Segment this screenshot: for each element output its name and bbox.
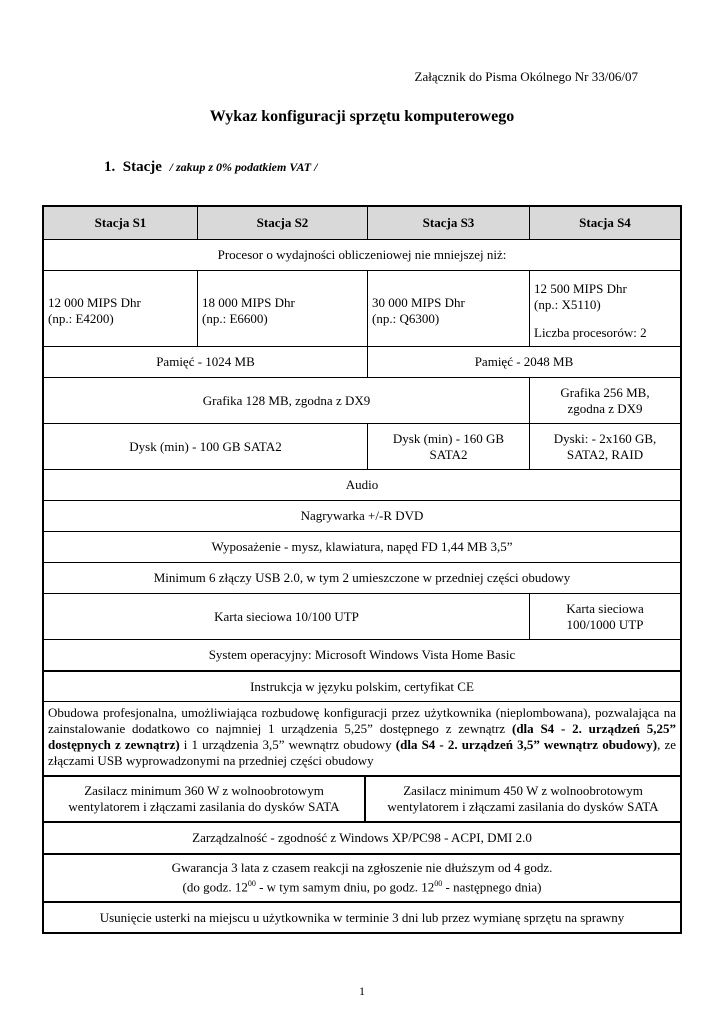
table-row	[44, 531, 680, 562]
warranty	[44, 855, 680, 901]
network-s4-line: 100/1000 UTP	[566, 616, 644, 632]
table-row	[44, 562, 680, 593]
manageability: Zarządzalność - zgodność z Windows XP/PC98 - ACPI, DMI 2.0	[192, 830, 532, 845]
warranty-text: (do godz. 12	[182, 879, 248, 895]
psu-line: Zasilacz minimum 360 W z wolnoobrotowym	[84, 783, 324, 798]
operating-system: System operacyjny: Microsoft Windows Vista Home Basic	[208, 647, 516, 662]
cpu-mips: 30 000 MIPS Dhr	[372, 294, 465, 310]
table-row	[44, 346, 680, 377]
warranty-sup: 00	[247, 879, 256, 889]
disk-s4-line: Dyski: - 2x160 GB,	[553, 430, 657, 446]
cpu-mips: 12 500 MIPS Dhr	[534, 280, 627, 296]
warranty-line: Gwarancja 3 lata z czasem reakcji na zgłoszenie nie dłuższym od 4 godz.	[171, 860, 553, 876]
header-s2: Stacja S2	[197, 207, 367, 239]
table-row	[44, 901, 680, 932]
warranty-sup: 00	[434, 879, 443, 889]
psu-s1-s2	[44, 777, 364, 821]
header-s4: Stacja S4	[529, 207, 680, 239]
cpu-count: Liczba procesorów: 2	[534, 324, 647, 340]
case-text: Obudowa profesjonalna, umożliwiająca rozbudowę konfiguracji przez użytkownika (nieplombowana), pozwalająca na zainstalowanie dodatkowo co najmniej 1 urządzenia 5,25” dostępnego z zewnątrz	[48, 705, 676, 736]
annex-reference: Załącznik do Pisma Okólnego Nr 33/06/07	[414, 69, 638, 84]
disk-s3	[367, 424, 529, 469]
graphics-s4	[529, 378, 680, 423]
dvd-burner: Nagrywarka +/-R DVD	[300, 508, 424, 523]
section-name: Stacje	[122, 159, 162, 175]
network-s4-line: Karta sieciowa	[566, 600, 644, 616]
memory-s1-s2: Pamięć - 1024 MB	[156, 354, 255, 369]
case-text: i 1 urządzenia 3,5” wewnątrz obudowy	[179, 737, 396, 752]
psu-line: wentylatorem i złączami zasilania do dysków SATA	[68, 799, 340, 814]
table-row	[44, 670, 680, 701]
case-text-bold: (dla S4 - 2. urządzeń 5,25” dostępnych z zewnątrz)	[48, 721, 676, 752]
usb-ports: Minimum 6 złączy USB 2.0, w tym 2 umieszczone w przedniej części obudowy	[153, 570, 571, 585]
disk-s4	[529, 424, 680, 469]
psu-line: wentylatorem i złączami zasilania do dysków SATA	[387, 799, 659, 814]
repair-terms: Usunięcie usterki na miejscu u użytkownika w terminie 3 dni lub przez wymianę sprzętu na sprawny	[99, 909, 625, 925]
warranty-line	[182, 876, 541, 895]
disk-s3-line: SATA2	[429, 446, 468, 462]
network-s4	[529, 594, 680, 639]
cpu-example: (np.: Q6300)	[372, 310, 440, 326]
memory-s3-s4: Pamięć - 2048 MB	[367, 347, 680, 377]
cpu-s4	[529, 271, 680, 346]
case-text: , ze złączami USB wyprowadzonymi na przedniej części obudowy	[48, 737, 677, 768]
cpu-heading: Procesor o wydajności obliczeniowej nie mniejszej niż:	[217, 247, 507, 262]
table-row	[44, 701, 680, 775]
disk-s3-line: Dysk (min) - 160 GB	[392, 430, 505, 446]
table-row	[44, 593, 680, 639]
table-row	[44, 239, 680, 270]
table-row	[44, 775, 680, 821]
cpu-mips: 18 000 MIPS Dhr	[202, 294, 295, 310]
table-row	[44, 270, 680, 346]
table-row	[44, 423, 680, 469]
table-row	[44, 377, 680, 423]
cpu-mips: 12 000 MIPS Dhr	[48, 294, 141, 310]
section-note: / zakup z 0% podatkiem VAT /	[169, 160, 318, 174]
psu-s3-s4	[364, 777, 680, 821]
cpu-example: (np.: E6600)	[202, 310, 268, 326]
network-s1-s3: Karta sieciowa 10/100 UTP	[214, 608, 359, 624]
cpu-example: (np.: E4200)	[48, 310, 114, 326]
psu-line: Zasilacz minimum 450 W z wolnoobrotowym	[403, 783, 643, 798]
warranty-text: - w tym samym dniu, po godz. 12	[255, 879, 435, 895]
disk-s1-s2: Dysk (min) - 100 GB SATA2	[129, 438, 282, 454]
table-row	[44, 469, 680, 500]
graphics-s4-line: zgodna z DX9	[567, 400, 643, 416]
case-description	[44, 702, 680, 775]
cpu-s1	[44, 271, 197, 346]
equipment: Wyposażenie - mysz, klawiatura, napęd FD 1,44 MB 3,5”	[211, 539, 513, 554]
table-row	[44, 821, 680, 853]
section-number: 1.	[104, 159, 116, 175]
cpu-s2	[197, 271, 367, 346]
audio: Audio	[345, 477, 379, 492]
section-heading	[104, 159, 317, 176]
configuration-table	[42, 205, 682, 934]
warranty-text: - następnego dnia)	[442, 879, 542, 895]
page-title: Wykaz konfiguracji sprzętu komputerowego	[209, 108, 515, 125]
manual-certificate: Instrukcja w języku polskim, certyfikat CE	[250, 678, 474, 694]
table-row	[44, 639, 680, 670]
table-header-row	[44, 207, 680, 239]
disk-s4-line: SATA2, RAID	[566, 446, 644, 462]
header-s3: Stacja S3	[367, 207, 529, 239]
graphics-s1-s3: Grafika 128 MB, zgodna z DX9	[202, 392, 371, 408]
case-text-bold: (dla S4 - 2. urządzeń 3,5” wewnątrz obudowy)	[395, 737, 658, 752]
table-row	[44, 853, 680, 901]
cpu-s3	[367, 271, 529, 346]
header-s1: Stacja S1	[44, 207, 197, 239]
cpu-example: (np.: X5110)	[534, 296, 601, 312]
page-number: 1	[359, 984, 365, 998]
table-row	[44, 500, 680, 531]
graphics-s4-line: Grafika 256 MB,	[560, 384, 650, 400]
